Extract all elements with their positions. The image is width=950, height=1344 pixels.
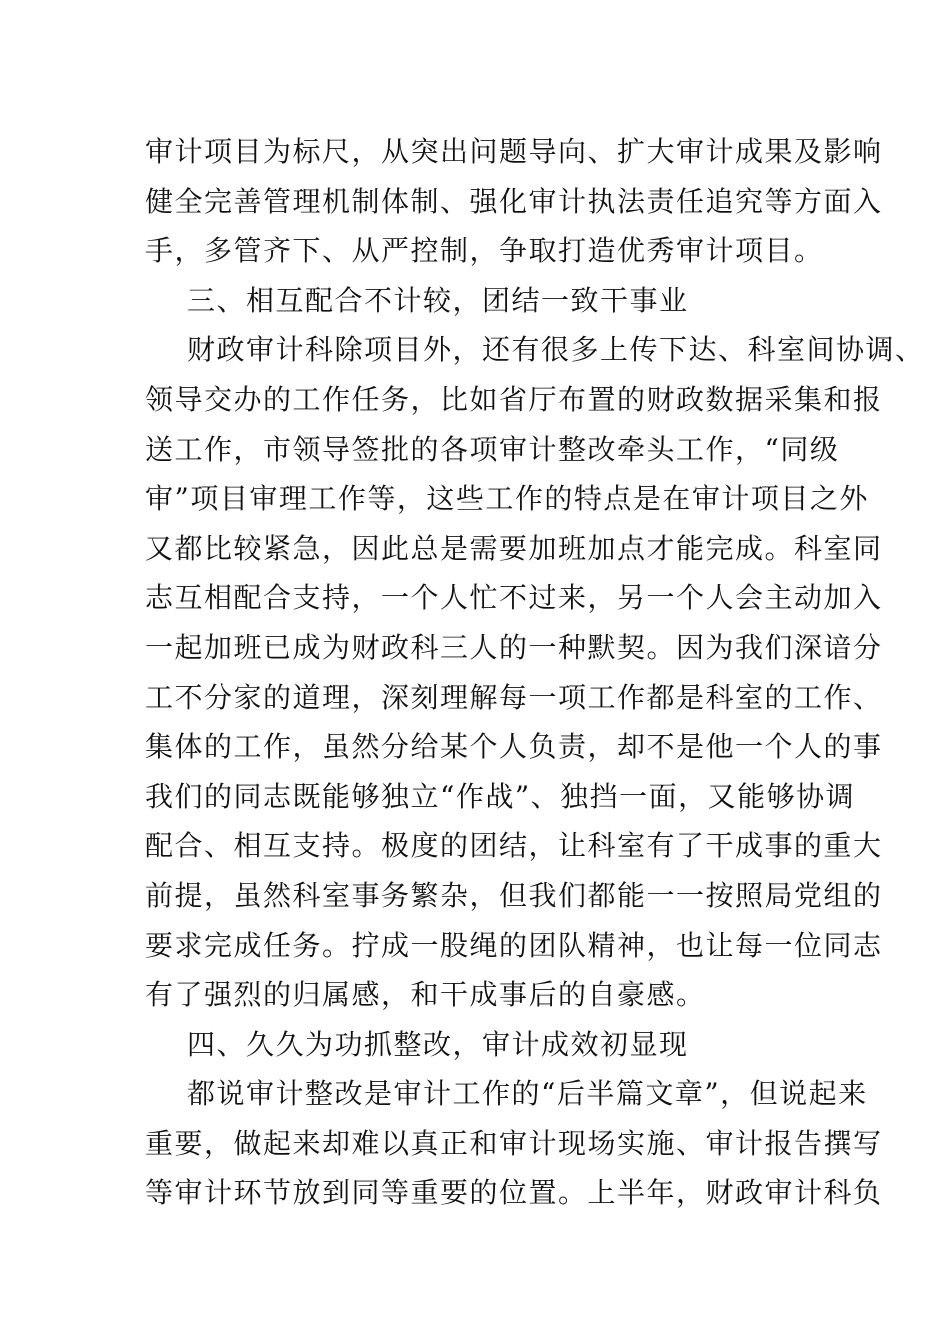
text-line: 领导交办的工作任务，比如省厅布置的财政数据采集和报 <box>145 382 883 416</box>
text-line: 健全完善管理机制体制、强化审计执法责任追究等方面入 <box>145 184 883 218</box>
text-line: 志互相配合支持，一个人忙不过来，另一个人会主动加入 <box>145 581 883 615</box>
text-line: 审计项目为标尺，从突出问题导向、扩大审计成果及影响 <box>145 135 883 168</box>
text-line: 又都比较紧急，因此总是需要加班加点才能完成。科室同 <box>145 531 883 565</box>
text-line: 配合、相互支持。极度的团结，让科室有了干成事的重大 <box>145 829 883 863</box>
document-body <box>145 127 925 1218</box>
text-line: 集体的工作，虽然分给某个人负责，却不是他一个人的事 <box>145 730 883 764</box>
text-line: 手，多管齐下、从严控制，争取打造优秀审计项目。 <box>145 234 824 268</box>
text-line: 等审计环节放到同等重要的位置。上半年，财政审计科负 <box>145 1176 883 1210</box>
section-heading: 四、久久为功抓整改，审计成效初显现 <box>187 1027 689 1061</box>
text-line: 送工作，市领导签批的各项审计整改牵头工作，“同级 <box>145 432 840 466</box>
text-line: 审”项目审理工作等，这些工作的特点是在审计项目之外 <box>145 482 869 516</box>
text-line: 我们的同志既能够独立“作战”、独挡一面，又能够协调 <box>145 779 856 813</box>
text-line: 要求完成任务。拧成一股绳的团队精神，也让每一位同志 <box>145 928 883 962</box>
text-line: 一起加班已成为财政科三人的一种默契。因为我们深谙分 <box>145 630 883 664</box>
text-line: 工不分家的道理，深刻理解每一项工作都是科室的工作、 <box>145 680 883 714</box>
paragraph-start: 都说审计整改是审计工作的“后半篇文章”，但说起来 <box>187 1077 868 1111</box>
section-heading: 三、相互配合不计较，团结一致干事业 <box>187 283 689 317</box>
paragraph-start: 财政审计科除项目外，还有很多上传下达、科室间协调、 <box>187 333 925 367</box>
text-line: 有了强烈的归属感，和干成事后的自豪感。 <box>145 978 706 1012</box>
text-line: 前提，虽然科室事务繁杂，但我们都能一一按照局党组的 <box>145 878 883 912</box>
text-line: 重要，做起来却难以真正和审计现场实施、审计报告撰写 <box>145 1126 883 1160</box>
